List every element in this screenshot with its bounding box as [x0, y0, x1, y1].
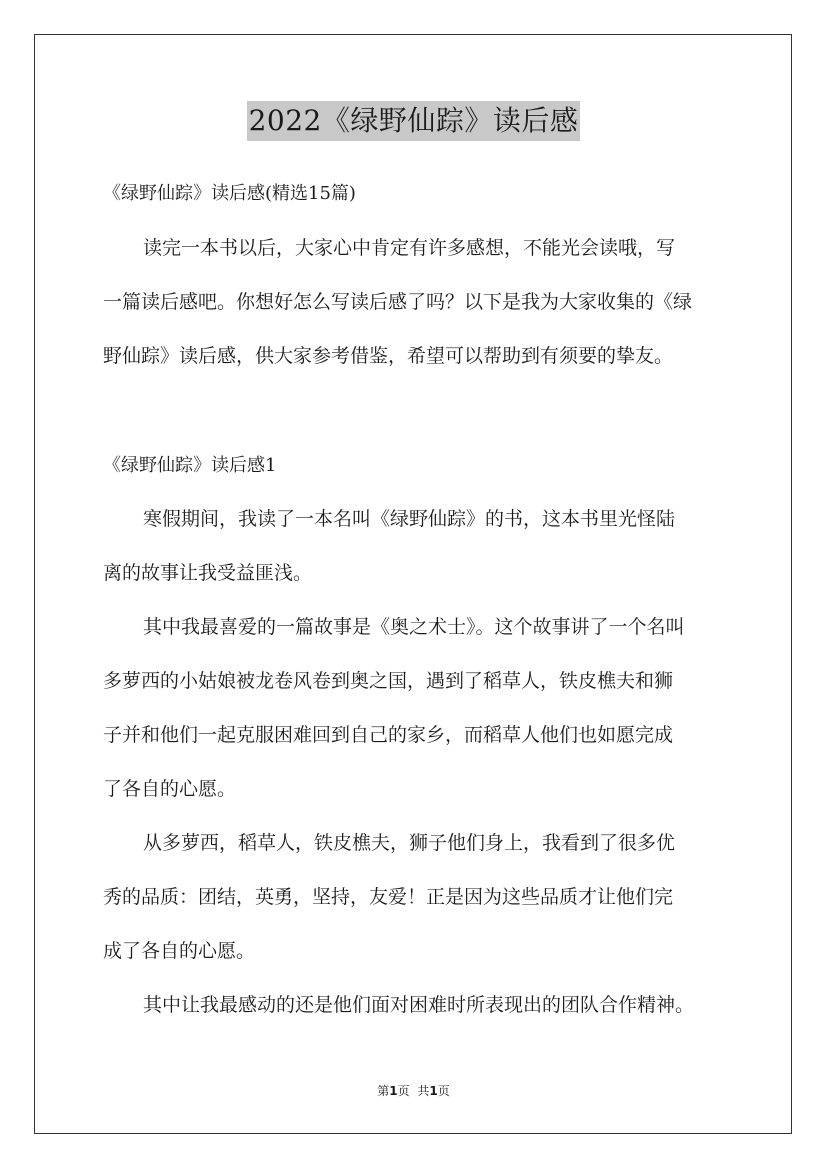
footer-page-current: 1: [389, 1084, 398, 1098]
paragraph-2-line-1: 其中我最喜爱的一篇故事是《奥之术士》。这个故事讲了一个名叫: [143, 616, 685, 638]
paragraph-2-line-2: 多萝西的小姑娘被龙卷风卷到奥之国，遇到了稻草人，铁皮樵夫和狮: [103, 670, 674, 692]
intro-line-1: 读完一本书以后，大家心中肯定有许多感想，不能光会读哦，写: [143, 237, 676, 259]
paragraph-3-line-3: 成了各自的心愿。: [103, 940, 256, 962]
intro-line-3: 野仙踪》读后感，供大家参考借鉴，希望可以帮助到有须要的挚友。: [103, 345, 674, 367]
document-subtitle: 《绿野仙踪》读后感(精选15篇): [103, 183, 356, 204]
intro-line-2: 一篇读后感吧。你想好怎么写读后感了吗？以下是我为大家收集的《绿: [103, 291, 693, 313]
paragraph-3-line-1: 从多萝西，稻草人，铁皮樵夫，狮子他们身上，我看到了很多优: [143, 832, 676, 854]
footer-page-prefix: 第: [377, 1084, 390, 1098]
title-container: [0, 101, 827, 141]
paragraph-3-line-2: 秀的品质：团结，英勇，坚持，友爱！正是因为这些品质才让他们完: [103, 886, 674, 908]
paragraph-2-line-4: 了各自的心愿。: [103, 778, 237, 800]
footer-total-suffix: 页: [437, 1084, 450, 1098]
paragraph-2-line-3: 子并和他们一起克服困难回到自己的家乡，而稻草人他们也如愿完成: [103, 724, 674, 746]
paragraph-1-line-1: 寒假期间，我读了一本名叫《绿野仙踪》的书，这本书里光怪陆: [143, 508, 676, 530]
section-heading: 《绿野仙踪》读后感1: [103, 455, 277, 476]
footer-total-prefix: 共: [417, 1084, 430, 1098]
page-footer: [0, 1083, 827, 1099]
document-title: 2022《绿野仙踪》读后感: [247, 101, 581, 141]
footer-page-total: 1: [429, 1084, 438, 1098]
footer-page-suffix: 页: [397, 1084, 410, 1098]
paragraph-4-line-1: 其中让我最感动的还是他们面对困难时所表现出的团队合作精神。: [143, 994, 695, 1016]
paragraph-1-line-2: 离的故事让我受益匪浅。: [103, 562, 313, 584]
